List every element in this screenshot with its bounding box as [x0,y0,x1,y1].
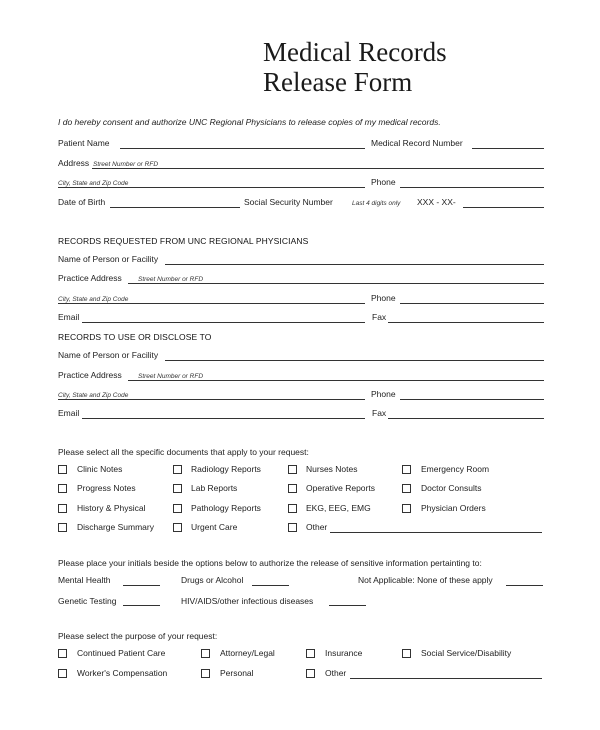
requested-email-field[interactable] [82,322,365,323]
progress-notes-label: Progress Notes [77,483,136,493]
doctor-consults-checkbox[interactable] [402,484,411,493]
requested-city-row [58,292,544,306]
disclose-address-field[interactable] [128,380,544,381]
clinic-notes-label: Clinic Notes [77,464,123,474]
pathology-reports-label: Pathology Reports [191,503,261,513]
date-of-birth-label: Date of Birth [58,197,106,207]
requested-fax-label: Fax [372,312,387,322]
drugs-alcohol-label: Drugs or Alcohol [181,575,244,585]
pathology-reports-checkbox[interactable] [173,504,182,513]
workers-compensation-checkbox[interactable] [58,669,67,678]
requested-name-label: Name of Person or Facility [58,254,159,264]
social-service-disability-checkbox[interactable] [402,649,411,658]
disclose-address-row [58,369,544,383]
disclose-name-label: Name of Person or Facility [58,350,159,360]
consent-statement: I do hereby consent and authorize UNC Regional Physicians to release copies of my medical records. [58,117,441,127]
medical-record-number-field[interactable] [472,148,544,149]
patient-name-field[interactable] [120,148,365,149]
requested-fax-field[interactable] [388,322,544,323]
patient-city-row [58,176,544,190]
ssn-mask: XXX - XX- [417,197,456,207]
attorney-legal-checkbox[interactable] [201,649,210,658]
ssn-label: Social Security Number [244,197,333,207]
mental-health-initials-field[interactable] [123,585,160,586]
requested-address-hint: Street Number or RFD [138,276,204,283]
form-title-line-2: Release Form [263,67,413,97]
medical-record-number-label: Medical Record Number [371,138,463,148]
disclose-phone-field[interactable] [400,399,544,400]
form-title-line-1: Medical Records [263,37,447,67]
date-of-birth-field[interactable] [110,207,240,208]
urgent-care-label: Urgent Care [191,522,238,532]
patient-city-field[interactable] [58,187,365,188]
personal-label: Personal [220,668,254,678]
other-purpose-field[interactable] [350,678,542,679]
hiv-aids-initials-field[interactable] [329,605,366,606]
patient-address-hint: Street Number or RFD [93,161,159,168]
continued-patient-care-label: Continued Patient Care [77,648,166,658]
radiology-reports-checkbox[interactable] [173,465,182,474]
other-document-checkbox[interactable] [288,523,297,532]
disclose-email-label: Email [58,408,80,418]
patient-address-row [58,157,544,171]
clinic-notes-checkbox[interactable] [58,465,67,474]
patient-name-row [58,137,544,151]
purpose-prompt: Please select the purpose of your request: [58,631,218,641]
requested-phone-label: Phone [371,293,396,303]
other-document-label: Other [306,522,328,532]
other-purpose-checkbox[interactable] [306,669,315,678]
urgent-care-checkbox[interactable] [173,523,182,532]
disclose-fax-label: Fax [372,408,387,418]
physician-orders-label: Physician Orders [421,503,486,513]
physician-orders-checkbox[interactable] [402,504,411,513]
patient-phone-label: Phone [371,177,396,187]
ssn-last4-field[interactable] [463,207,544,208]
genetic-testing-label: Genetic Testing [58,596,117,606]
requested-address-field[interactable] [128,283,544,284]
patient-address-label: Address [58,158,90,168]
other-document-field[interactable] [330,532,542,533]
insurance-checkbox[interactable] [306,649,315,658]
disclose-email-row [58,407,544,421]
disclose-name-row [58,349,544,363]
patient-city-hint: City, State and Zip Code [58,180,129,187]
emergency-room-checkbox[interactable] [402,465,411,474]
patient-address-field[interactable] [92,168,544,169]
patient-dob-row [58,196,544,210]
ekg-eeg-emg-checkbox[interactable] [288,504,297,513]
records-disclose-heading: RECORDS TO USE OR DISCLOSE TO [58,332,212,342]
continued-patient-care-checkbox[interactable] [58,649,67,658]
not-applicable-label: Not Applicable: None of these apply [358,575,493,585]
disclose-address-hint: Street Number or RFD [138,373,204,380]
discharge-summary-checkbox[interactable] [58,523,67,532]
disclose-email-field[interactable] [82,418,365,419]
mental-health-label: Mental Health [58,575,111,585]
lab-reports-checkbox[interactable] [173,484,182,493]
history-physical-checkbox[interactable] [58,504,67,513]
workers-compensation-label: Worker's Compensation [77,668,168,678]
sensitive-prompt: Please place your initials beside the options below to authorize the release of sensitive information pertainting to: [58,558,482,568]
drugs-alcohol-initials-field[interactable] [252,585,289,586]
requested-phone-field[interactable] [400,303,544,304]
requested-email-label: Email [58,312,80,322]
disclose-city-field[interactable] [58,399,365,400]
progress-notes-checkbox[interactable] [58,484,67,493]
radiology-reports-label: Radiology Reports [191,464,261,474]
operative-reports-label: Operative Reports [306,483,375,493]
lab-reports-label: Lab Reports [191,483,238,493]
records-requested-heading: RECORDS REQUESTED FROM UNC REGIONAL PHYSICIANS [58,236,309,246]
disclose-fax-field[interactable] [388,418,544,419]
history-physical-label: History & Physical [77,503,146,513]
other-purpose-label: Other [325,668,347,678]
requested-city-field[interactable] [58,303,365,304]
requested-name-field[interactable] [165,264,544,265]
ekg-eeg-emg-label: EKG, EEG, EMG [306,503,371,513]
disclose-city-hint: City, State and Zip Code [58,392,129,399]
disclose-city-row [58,388,544,402]
not-applicable-initials-field[interactable] [506,585,543,586]
requested-email-row [58,311,544,325]
doctor-consults-label: Doctor Consults [421,483,482,493]
disclose-phone-label: Phone [371,389,396,399]
discharge-summary-label: Discharge Summary [77,522,154,532]
requested-name-row [58,253,544,267]
patient-phone-field[interactable] [400,187,544,188]
insurance-label: Insurance [325,648,363,658]
hiv-aids-label: HIV/AIDS/other infectious diseases [181,596,314,606]
operative-reports-checkbox[interactable] [288,484,297,493]
genetic-testing-initials-field[interactable] [123,605,160,606]
patient-name-label: Patient Name [58,138,110,148]
disclose-address-label: Practice Address [58,370,122,380]
social-service-disability-label: Social Service/Disability [421,648,512,658]
disclose-name-field[interactable] [165,360,544,361]
ssn-hint: Last 4 digits only [352,200,401,207]
requested-city-hint: City, State and Zip Code [58,296,129,303]
requested-address-label: Practice Address [58,273,122,283]
requested-address-row [58,272,544,286]
nurses-notes-label: Nurses Notes [306,464,358,474]
documents-prompt: Please select all the specific documents that apply to your request: [58,447,309,457]
attorney-legal-label: Attorney/Legal [220,648,275,658]
personal-checkbox[interactable] [201,669,210,678]
emergency-room-label: Emergency Room [421,464,490,474]
nurses-notes-checkbox[interactable] [288,465,297,474]
